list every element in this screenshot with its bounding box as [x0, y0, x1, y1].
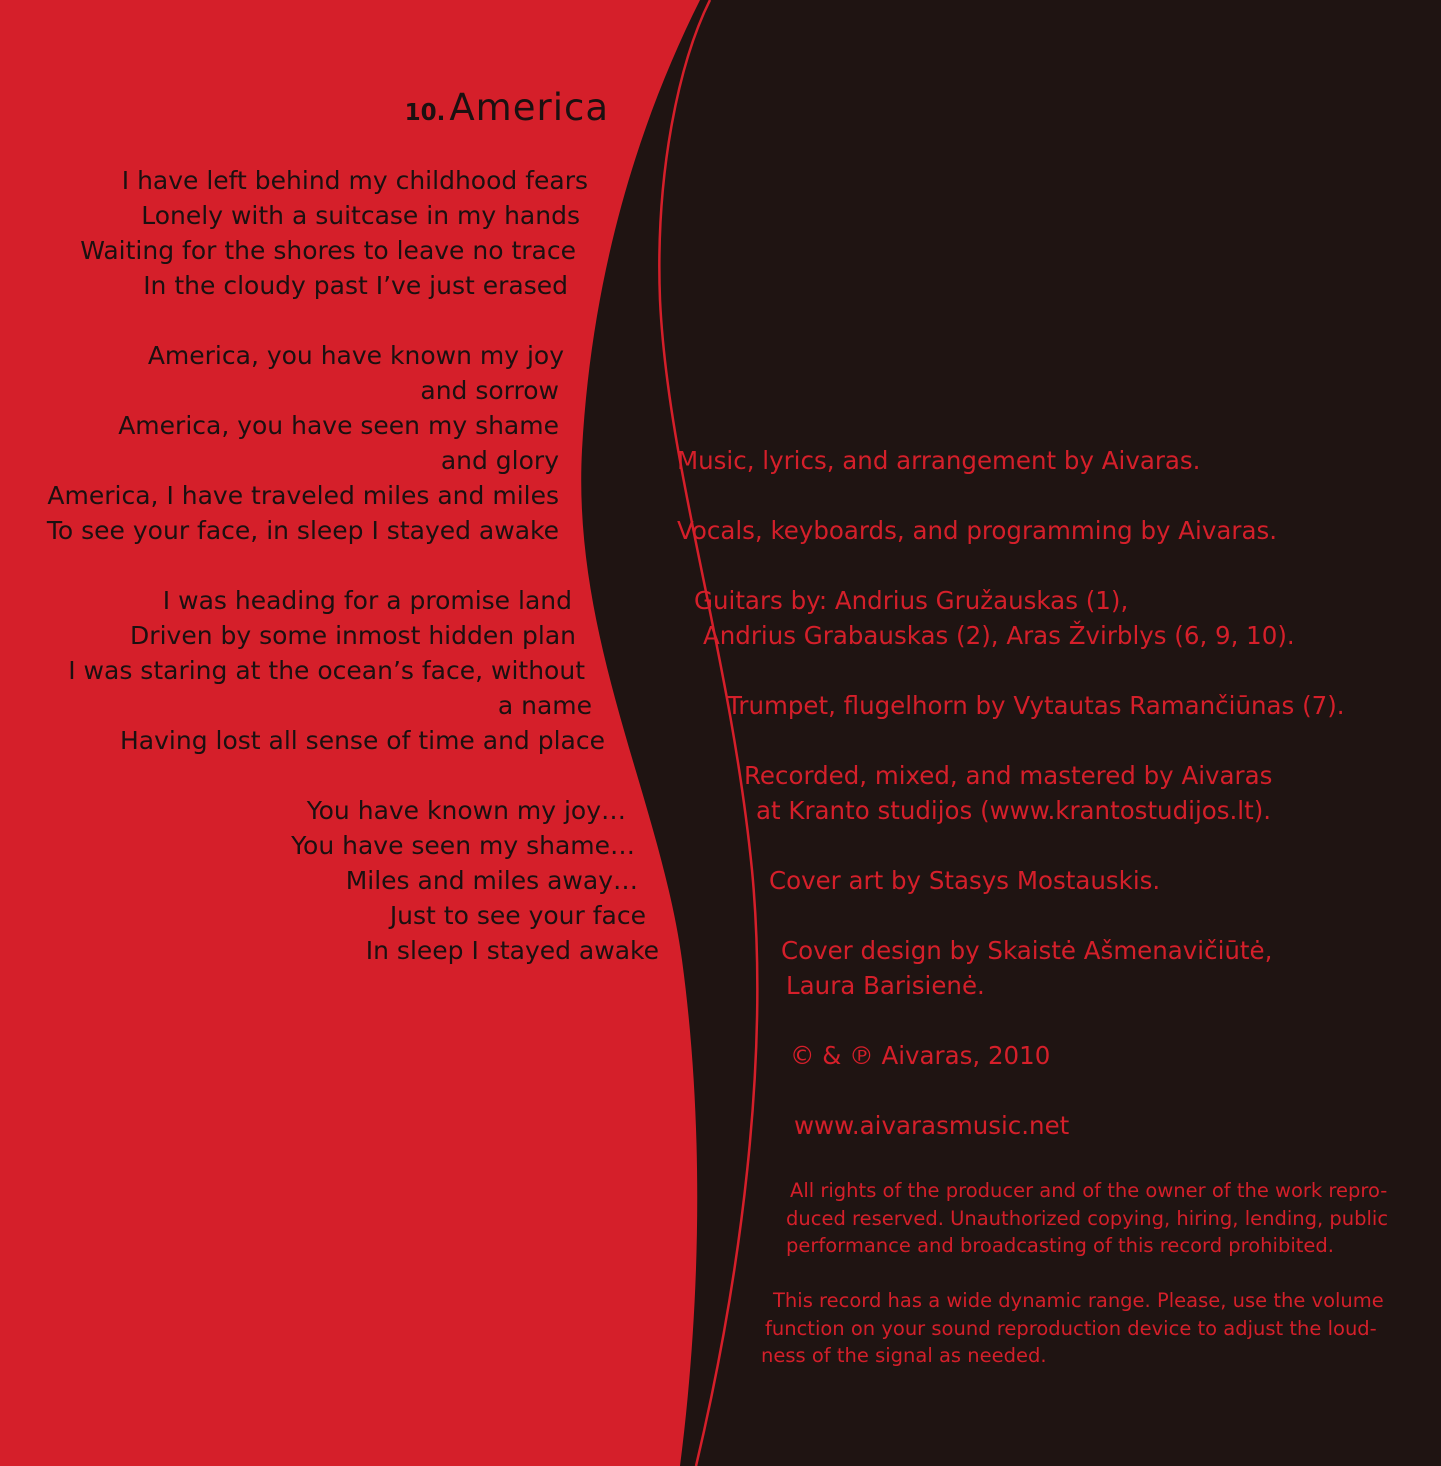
lyric-line: America, you have known my joy	[147, 341, 564, 370]
copyright-line: © & ℗ Aivaras, 2010	[790, 1041, 1051, 1070]
lyric-line: In the cloudy past I’ve just erased	[143, 271, 568, 300]
legal-line: performance and broadcasting of this record prohibited.	[786, 1234, 1334, 1257]
credit-line: Laura Barisienė.	[786, 971, 985, 1000]
lyric-line: Having lost all sense of time and place	[119, 726, 605, 755]
track-title: America	[449, 86, 609, 129]
lyric-line: Driven by some inmost hidden plan	[130, 621, 576, 650]
lyric-line: To see your face, in sleep I stayed awake	[46, 516, 559, 545]
track-number: 10.	[404, 100, 446, 126]
lyric-line: America, you have seen my shame	[118, 411, 559, 440]
legal-line: function on your sound reproduction device to adjust the loud-	[765, 1317, 1377, 1340]
credit-line: Trumpet, flugelhorn by Vytautas Ramančiūnas (7).	[727, 691, 1345, 720]
lyric-line: America, I have traveled miles and miles	[47, 481, 559, 510]
song-title	[405, 86, 609, 135]
legal-line: This record has a wide dynamic range. Please, use the volume	[773, 1289, 1384, 1312]
lyric-line: You have seen my shame…	[291, 831, 635, 860]
lyric-line: Lonely with a suitcase in my hands	[141, 201, 580, 230]
credit-line: Recorded, mixed, and mastered by Aivaras	[744, 761, 1273, 790]
legal-line: duced reserved. Unauthorized copying, hiring, lending, public	[786, 1207, 1389, 1230]
legal-line: All rights of the producer and of the owner of the work repro-	[790, 1179, 1388, 1202]
lyric-line: I was heading for a promise land	[162, 586, 572, 615]
lyric-line: a name	[497, 691, 592, 720]
lyric-line: I was staring at the ocean’s face, without	[68, 656, 585, 685]
lyric-line: and sorrow	[420, 376, 559, 405]
legal-line: ness of the signal as needed.	[761, 1344, 1047, 1367]
lyric-line: You have known my joy…	[306, 796, 626, 825]
lyric-line: In sleep I stayed awake	[365, 936, 659, 965]
lyric-line: Miles and miles away…	[345, 866, 638, 895]
credit-line: at Kranto studijos (www.krantostudijos.lt).	[756, 796, 1272, 825]
credit-line: Andrius Grabauskas (2), Aras Žvirblys (6, 9, 10).	[703, 621, 1295, 650]
website-link: www.aivarasmusic.net	[794, 1111, 1070, 1140]
lyric-line: and glory	[440, 446, 559, 475]
credit-line: Music, lyrics, and arrangement by Aivaras.	[677, 446, 1201, 475]
credit-line: Cover art by Stasys Mostauskis.	[769, 866, 1161, 895]
credit-line: Guitars by: Andrius Gružauskas (1),	[694, 586, 1129, 615]
lyric-line: Waiting for the shores to leave no trace	[80, 236, 576, 265]
credit-line: Vocals, keyboards, and programming by Aivaras.	[677, 516, 1278, 545]
lyric-line: Just to see your face	[389, 901, 646, 930]
lyric-line: I have left behind my childhood fears	[121, 166, 588, 195]
credit-line: Cover design by Skaistė Ašmenavičiūtė,	[781, 936, 1273, 965]
